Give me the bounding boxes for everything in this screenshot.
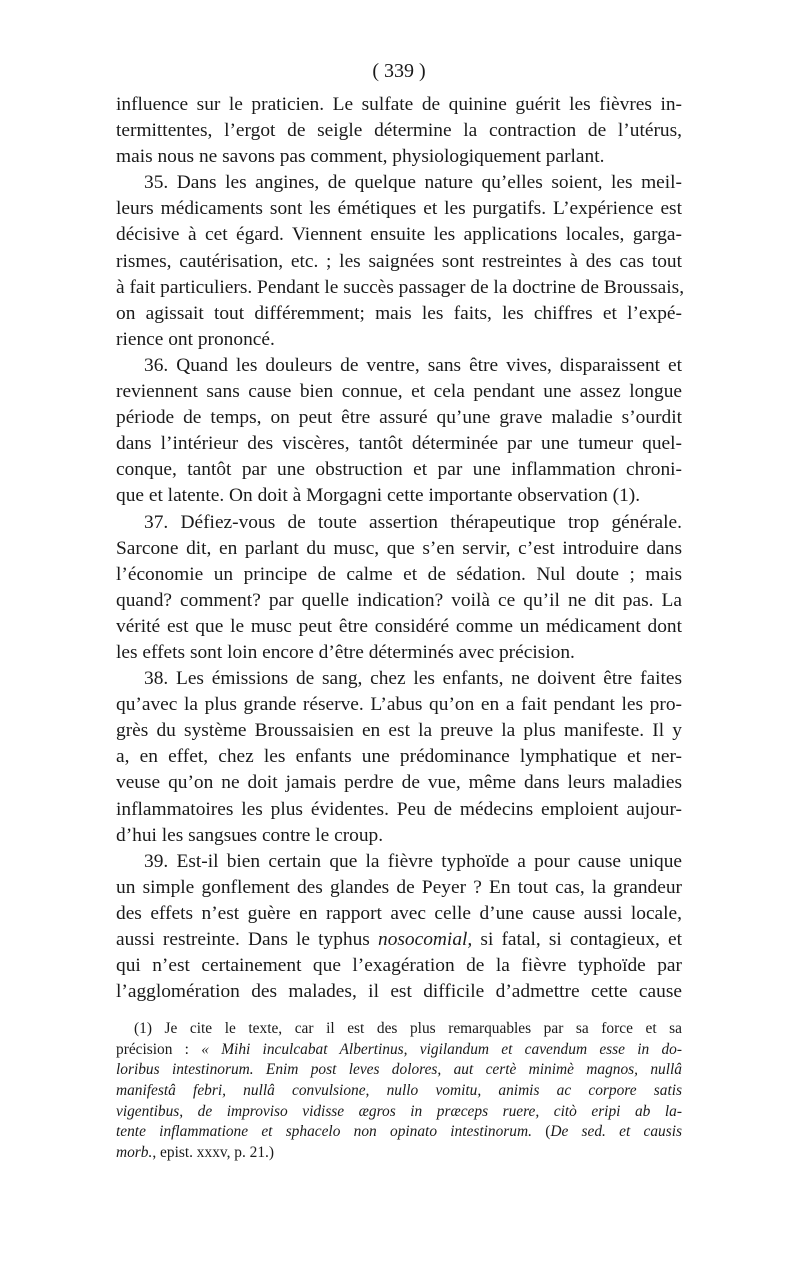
body-line: vérité est que le musc peut être considéré comme un médicament dont <box>116 615 682 637</box>
body-line: 36. Quand les douleurs de ventre, sans être vives, disparaissent et <box>144 354 682 376</box>
body-line: on agissait tout différemment; mais les faits, les chiffres et l’expé- <box>116 302 682 324</box>
footnote-text: ( <box>545 1123 551 1141</box>
footnote-italic-text: « Mihi inculcabat Albertinus, vigilandum et cavendum esse in do- <box>201 1040 683 1058</box>
footnote-line <box>116 1122 682 1143</box>
footnote-line <box>116 1081 682 1102</box>
body-line: des effets n’est guère en rapport avec celle d’une cause aussi locale, <box>116 902 682 924</box>
body-line: aussi restreinte. Dans le typhus nosocomial, si fatal, si contagieux, et <box>116 929 682 950</box>
footnote-line <box>116 1019 682 1040</box>
body-line: grès du système Broussaisien en est la preuve la plus manifeste. Il y <box>116 720 682 742</box>
body-line: rience ont prononcé. <box>116 328 275 350</box>
footnote-text: , epist. xxxv, p. 21.) <box>152 1143 275 1161</box>
footnote-line <box>116 1040 682 1061</box>
footnote-line <box>116 1102 682 1123</box>
body-line: à fait particuliers. Pendant le succès passager de la doctrine de Broussais, <box>116 276 685 298</box>
body-line: 35. Dans les angines, de quelque nature qu’elles soient, les meil- <box>144 172 682 194</box>
body-line: d’hui les sangsues contre le croup. <box>116 824 384 846</box>
body-line: conque, tantôt par une obstruction et par une inflammation chroni- <box>116 459 682 481</box>
footnote-italic-text: vigentibus, de improviso vidisse ægros in præceps ruere, citò eripi ab la- <box>116 1102 682 1120</box>
body-line: quand? comment? par quelle indication? voilà ce qu’il ne dit pas. La <box>116 589 682 611</box>
body-line: inflammatoires les plus évidentes. Peu de médecins emploient aujour- <box>116 798 682 820</box>
body-line: période de temps, on peut être assuré qu’une grave maladie s’ourdit <box>116 407 682 429</box>
footnote-line <box>116 1060 682 1081</box>
body-line: mais nous ne savons pas comment, physiologiquement parlant. <box>116 146 605 168</box>
body-line: leurs médicaments sont les émétiques et les purgatifs. L’expérience est <box>116 198 682 220</box>
body-line: 39. Est-il bien certain que la fièvre typhoïde a pour cause unique <box>144 850 682 872</box>
body-line: 37. Défiez-vous de toute assertion thérapeutique trop générale. <box>144 511 682 533</box>
body-line: décisive à cet égard. Viennent ensuite les applications locales, garga- <box>116 224 682 246</box>
body-line: un simple gonflement des glandes de Peyer ? En tout cas, la grandeur <box>116 876 682 898</box>
body-line: l’économie un principe de calme et de sédation. Nul doute ; mais <box>116 563 682 585</box>
footnote-italic-text: loribus intestinorum. Enim post leves dolores, aut certè minimè magnos, nullâ <box>116 1061 682 1079</box>
footnote-italic-text: morb. <box>116 1143 153 1161</box>
body-line: termittentes, l’ergot de seigle détermine la contraction de l’utérus, <box>116 120 682 142</box>
footnote-text: précision : <box>116 1040 202 1058</box>
page-number: ( 339 ) <box>372 60 426 82</box>
footnote-italic-text: manifestâ febri, nullâ convulsione, nullo vomitu, animis ac corpore satis <box>116 1082 682 1100</box>
body-line: rismes, cautérisation, etc. ; les saignées sont restreintes à des cas tout <box>116 250 682 272</box>
body-line: veuse qu’on ne doit jamais perdre de vue, même dans leurs maladies <box>116 772 682 794</box>
body-line: 38. Les émissions de sang, chez les enfants, ne doivent être faites <box>144 668 682 690</box>
footnote-italic-text: tente inflammatione et sphacelo non opinato intestinorum. <box>116 1123 546 1141</box>
body-line: qu’avec la plus grande réserve. L’abus qu’on en a fait pendant les pro- <box>116 694 682 716</box>
footnote-line <box>116 1143 682 1164</box>
body-line: influence sur le praticien. Le sulfate de quinine guérit les fièvres in- <box>116 94 682 115</box>
book-page <box>116 58 685 1163</box>
body-line: a, en effet, chez les enfants une prédominance lymphatique et ner- <box>116 746 682 768</box>
body-line: dans l’intérieur des viscères, tantôt déterminée par une tumeur quel- <box>116 433 682 455</box>
footnote-italic-text: De sed. et causis <box>550 1123 682 1141</box>
body-line: les effets sont loin encore d’être déterminés avec précision. <box>116 641 575 663</box>
body-line: Sarcone dit, en parlant du musc, que s’en servir, c’est introduire dans <box>116 537 682 559</box>
footnote-text: (1) Je cite le texte, car il est des plus remarquables par sa force et sa <box>134 1020 682 1038</box>
body-line: qui n’est certainement que l’exagération de la fièvre typhoïde par <box>116 955 682 977</box>
body-line: l’agglomération des malades, il est difficile d’admettre cette cause <box>116 981 682 1003</box>
body-line: que et latente. On doit à Morgagni cette importante observation (1). <box>116 485 641 507</box>
body-text <box>116 92 685 1005</box>
footnote <box>116 1019 682 1163</box>
body-line: reviennent sans cause bien connue, et cela pendant une assez longue <box>116 381 682 403</box>
